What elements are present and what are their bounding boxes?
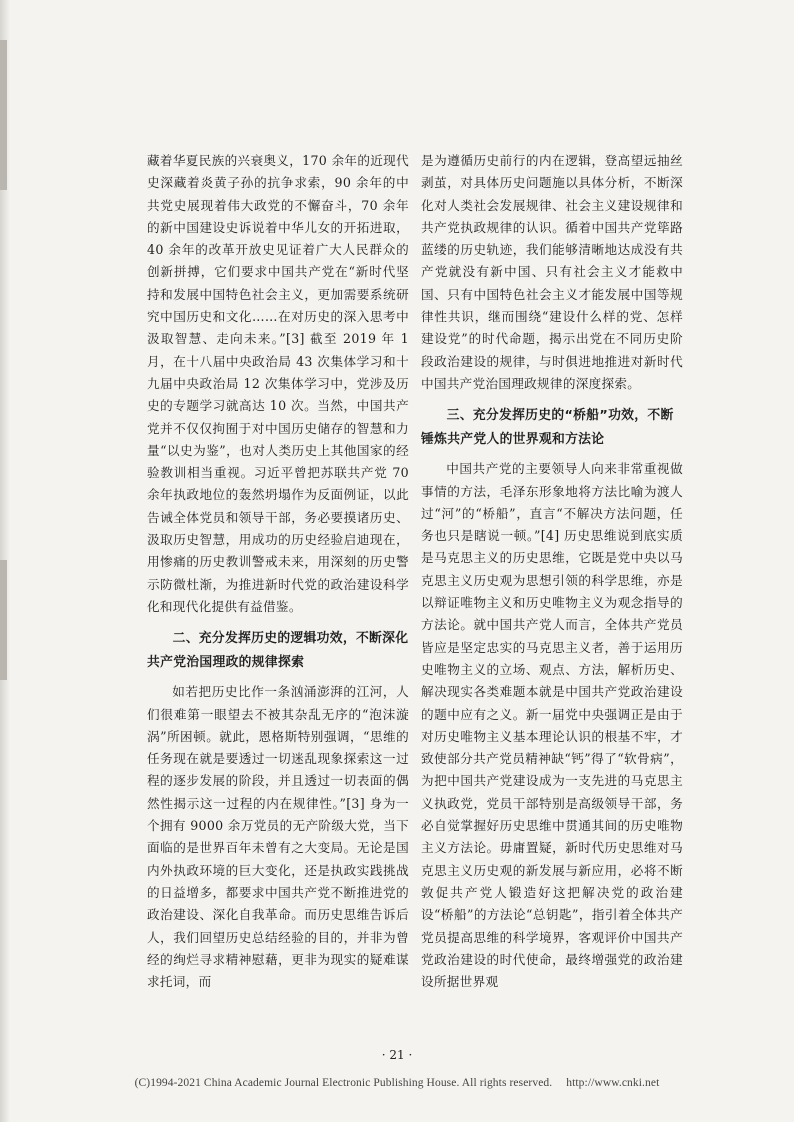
body-paragraph: 是为遵循历史前行的内在逻辑，登高望远抽丝剥茧，对具体历史问题施以具体分析，不断深化对人类社会发展规律、社会主义建设规律和共产党执政规律的认识。循着中国共产党筚路蓝缕的历史轨迹，我们能够清晰地达成没有共产党就没有新中国、只有社会主义才能救中国、只有中国特色社会主义才能发展中国等规律性共识，继而围绕“建设什么样的党、怎样建设党”的时代命题，揭示出党在不同历史阶段政治建设的规律，与时俱进地推进对新时代中国共产党治国理政规律的深度探索。 bbox=[421, 153, 683, 391]
right-column bbox=[421, 150, 683, 993]
body-paragraph: 中国共产党的主要领导人向来非常重视做事情的方法，毛泽东形象地将方法比喻为渡人过“河”的“桥船”，直言“不解决方法问题，任务也只是瞎说一顿。”[4] 历史思维说到底实质是马克思主义的历史思维，它既是党中央以马克思主义历史观为思想引领的科学思维，亦是以辩证唯物主义和历史唯物主义为观念指导的方法论。就中国共产党人而言，全体共产党员皆应是坚定忠实的马克思主义者，善于运用历史唯物主义的立场、观点、方法，解析历史、解决现实各类难题本就是中国共产党政治建设的题中应有之义。新一届党中央强调正是由于对历史唯物主义基本理论认识的根基不牢，才致使部分共产党员精神缺“钙”得了“软骨病”，为把中国共产党建设成为一支先进的马克思主义执政党，党员干部特别是高级领导干部，务必自觉掌握好历史思维中贯通其间的历史唯物主义方法论。毋庸置疑，新时代历史思维对马克思主义历史观的新发展与新应用，必将不断敦促共产党人锻造好这把解决党的政治建设“桥船”的方法论“总钥匙”，指引着全体共产党员提高思维的科学境界，客观评价中国共产党政治建设的时代使命，最终增强党的政治建设所据世界观 bbox=[421, 461, 683, 990]
cnki-url: http://www.cnki.net bbox=[566, 1077, 660, 1089]
copyright-text: (C)1994-2021 China Academic Journal Electronic Publishing House. All rights reserved. bbox=[134, 1077, 553, 1089]
left-column bbox=[147, 150, 409, 993]
body-paragraph: 如若把历史比作一条汹涌澎湃的江河，人们很难第一眼望去不被其杂乱无序的“泡沫漩涡”所困顿。就此，恩格斯特别强调，“思维的任务现在就是要透过一切迷乱现象探索这一过程的逐步发展的阶段，并且透过一切表面的偶然性揭示这一过程的内在规律性。”[3] 身为一个拥有 9000 余万党员的无产阶级大党，当下面临的是世界百年未曾有之大变局。无论是国内外执政环境的巨大变化，还是执政实践挑战的日益增多，都要求中国共产党不断推进党的政治建设、深化自我革命。而历史思维告诉后人，我们回望历史总结经验的目的，并非为曾经的绚烂寻求精神慰藉，更非为现实的疑难谋求托词，而 bbox=[147, 684, 409, 990]
copyright-line bbox=[0, 1077, 794, 1089]
page-number: · 21 · bbox=[381, 1048, 413, 1062]
scan-edge-mark bbox=[0, 40, 7, 190]
body-paragraph: 藏着华夏民族的兴衰奥义，170 余年的近现代史深藏着炎黄子孙的抗争求索，90 余年的中共党史展现着伟大政党的不懈奋斗，70 余年的新中国建设史诉说着中华儿女的开拓进取，40 余年的改革开放史见证着广大人民群众的创新拼搏，它们要求中国共产党在“新时代坚持和发展中国特色社会主义，更加需要系统研究中国历史和文化……在对历史的深入思考中汲取智慧、走向未来。”[3] 截至 2019 年 1 月，在十八届中央政治局 43 次集体学习和十九届中央政治局 12 次集体学习中，党涉及历史的专题学习就高达 10 次。当然，中国共产党并不仅仅拘囿于对中国历史储存的智慧和力量“以史为鉴”，也对人类历史上其他国家的经验教训相当重视。习近平曾把苏联共产党 70 余年执政地位的轰然坍塌作为反面例证，以此告诫全体党员和领导干部，务必要摸诸历史、汲取历史智慧，用成功的历史经验启迪现在，用惨痛的历史教训警戒未来，用深刻的历史警示防微杜渐，为推进新时代党的政治建设科学化和现代化提供有益借鉴。 bbox=[147, 153, 409, 614]
section-heading-2: 二、充分发挥历史的逻辑功效，不断深化共产党治国理政的规律探索 bbox=[147, 631, 409, 671]
scan-edge-mark bbox=[0, 560, 7, 680]
section-heading-3: 三、充分发挥历史的“桥船”功效，不断锤炼共产党人的世界观和方法论 bbox=[421, 408, 674, 448]
